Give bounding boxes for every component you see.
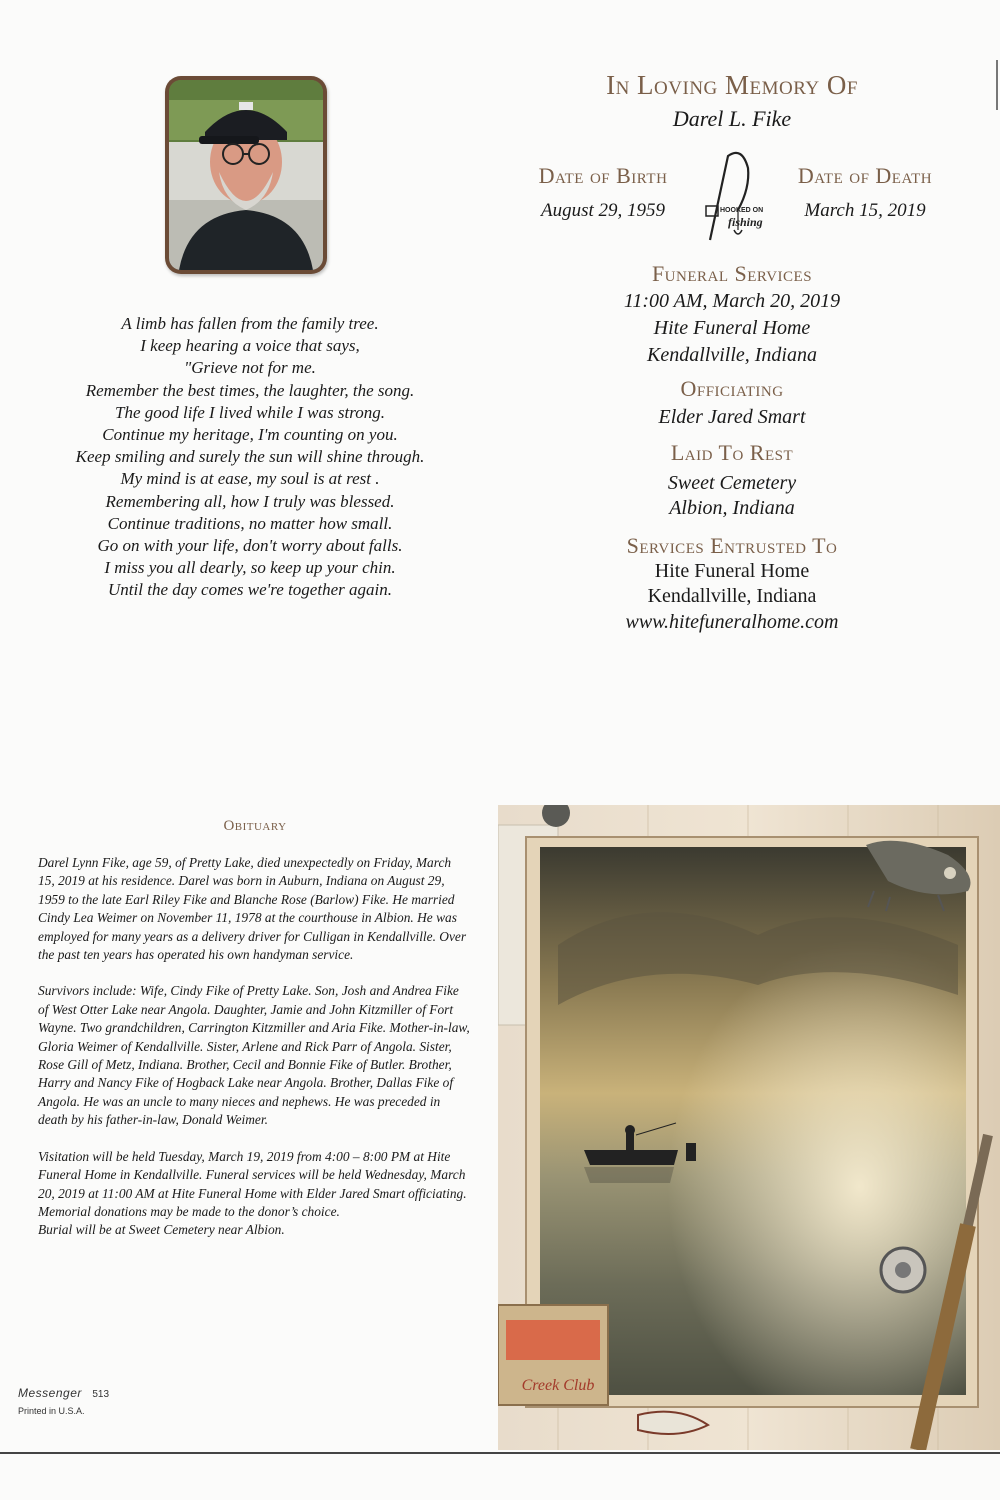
funeral-home-website[interactable]: www.hitefuneralhome.com — [625, 611, 839, 633]
bottom-divider — [0, 1452, 1000, 1454]
death-date: March 15, 2019 — [804, 200, 926, 221]
funeral-place: Hite Funeral Home — [653, 317, 811, 339]
poem-line: Until the day comes we're together again. — [108, 580, 392, 600]
officiant-name: Elder Jared Smart — [658, 406, 806, 428]
entrusted-label: Services Entrusted To — [626, 533, 838, 558]
funeral-services-label: Funeral Services — [651, 261, 813, 286]
poem-line: Go on with your life, don't worry about falls. — [97, 536, 403, 556]
obituary-title: Obituary — [223, 818, 287, 834]
poem-line: Remembering all, how I truly was blessed. — [105, 491, 395, 511]
poem-line: My mind is at ease, my soul is at rest . — [120, 469, 380, 489]
funeral-home-city: Kendallville, Indiana — [647, 585, 817, 607]
publisher-number: 513 — [92, 1389, 110, 1400]
funeral-home-name: Hite Funeral Home — [654, 560, 810, 582]
poem-line: A limb has fallen from the family tree. — [121, 314, 379, 333]
portrait-frame — [165, 76, 327, 274]
funeral-time: 11:00 AM, March 20, 2019 — [623, 290, 841, 312]
poem-line: Continue traditions, no matter how small. — [107, 513, 393, 533]
funeral-city: Kendallville, Indiana — [647, 344, 817, 366]
death-label: Date of Death — [797, 163, 933, 188]
publisher-logo — [18, 1384, 109, 1416]
poem-line: The good life I lived while I was strong. — [115, 402, 385, 422]
birth-label: Date of Birth — [538, 163, 668, 188]
cemetery-city: Albion, Indiana — [669, 497, 795, 519]
emblem-text-bottom: fishing — [728, 215, 763, 229]
portrait-photo — [169, 80, 323, 270]
obituary-paragraph: Visitation will be held Tuesday, March 19, 2019 from 4:00 – 8:00 PM at Hite Funeral Home in Kendallville. Funeral services will be held Wednesday, March 20, 2019 at 11:00 AM at Hite Funeral Home with Elder Jared Smart officiating. Memorial donations may be made to the donor’s choice. — [38, 1148, 467, 1219]
publisher-brand: Messenger — [18, 1386, 82, 1400]
fishing-rod-icon — [698, 148, 774, 244]
poem-line: I keep hearing a voice that says, — [140, 336, 360, 356]
poem-line: Remember the best times, the laughter, the song. — [85, 380, 415, 400]
birth-date: August 29, 1959 — [540, 200, 666, 221]
poem-line: I miss you all dearly, so keep up your chin. — [104, 558, 396, 578]
emblem-text-top: HOOKED ON — [720, 207, 764, 214]
edge-mark — [996, 60, 998, 110]
cemetery-name: Sweet Cemetery — [667, 472, 797, 494]
obituary-paragraph: Burial will be at Sweet Cemetery near Albion. — [38, 1222, 285, 1238]
poem — [20, 313, 480, 602]
memorial-title: In Loving Memory Of — [606, 70, 858, 100]
poem-line: Keep smiling and surely the sun will shine through. — [75, 447, 425, 467]
obituary-text — [38, 854, 470, 1258]
officiating-label: Officiating — [680, 376, 784, 401]
obituary-paragraph: Survivors include: Wife, Cindy Fike of Pretty Lake. Son, Josh and Andrea Fike of West Otter Lake near Angola. Daughter, Jamie and John Kitzmiller of Fort Wayne. Two grandchildren, Carrington Kitzmiller and Aria Fike. Mother-in-law, Gloria Weimer of Kendallville. Sister, Arlene and Rick Parr of Angola. Sister, Rose Gill of Metz, Indiana. Brother, Cecil and Bonnie Fike of Butler. Brother, Harry and Nancy Fike of Hogback Lake near Angola. Brother, Dallas Fike of Angola. He was an uncle to many nieces and nephews. He was preceded in death by his father-in-law, Donald Weimer. — [38, 983, 470, 1128]
poem-line: "Grieve not for me. — [184, 358, 316, 378]
poem-line: Continue my heritage, I'm counting on you. — [102, 425, 398, 445]
deceased-name: Darel L. Fike — [672, 106, 792, 131]
lure-box-label: Creek Club — [521, 1377, 595, 1394]
obituary-paragraph: Darel Lynn Fike, age 59, of Pretty Lake, died unexpectedly on Friday, March 15, 2019 at his residence. Darel was born in Auburn, Indiana on August 29, 1959 to the late Earl Riley Fike and Blanche Rose (Barlow) Fike. He married Cindy Lea Weimer on November 11, 1978 at the courthouse in Albion. He was employed for many years as a delivery driver for Culligan in Kendallville. Over the past ten years has operated his own handyman service. — [38, 855, 467, 963]
printed-note: Printed in U.S.A. — [18, 1406, 85, 1416]
cover-artwork — [498, 805, 1000, 1450]
laid-to-rest-label: Laid To Rest — [670, 440, 794, 465]
